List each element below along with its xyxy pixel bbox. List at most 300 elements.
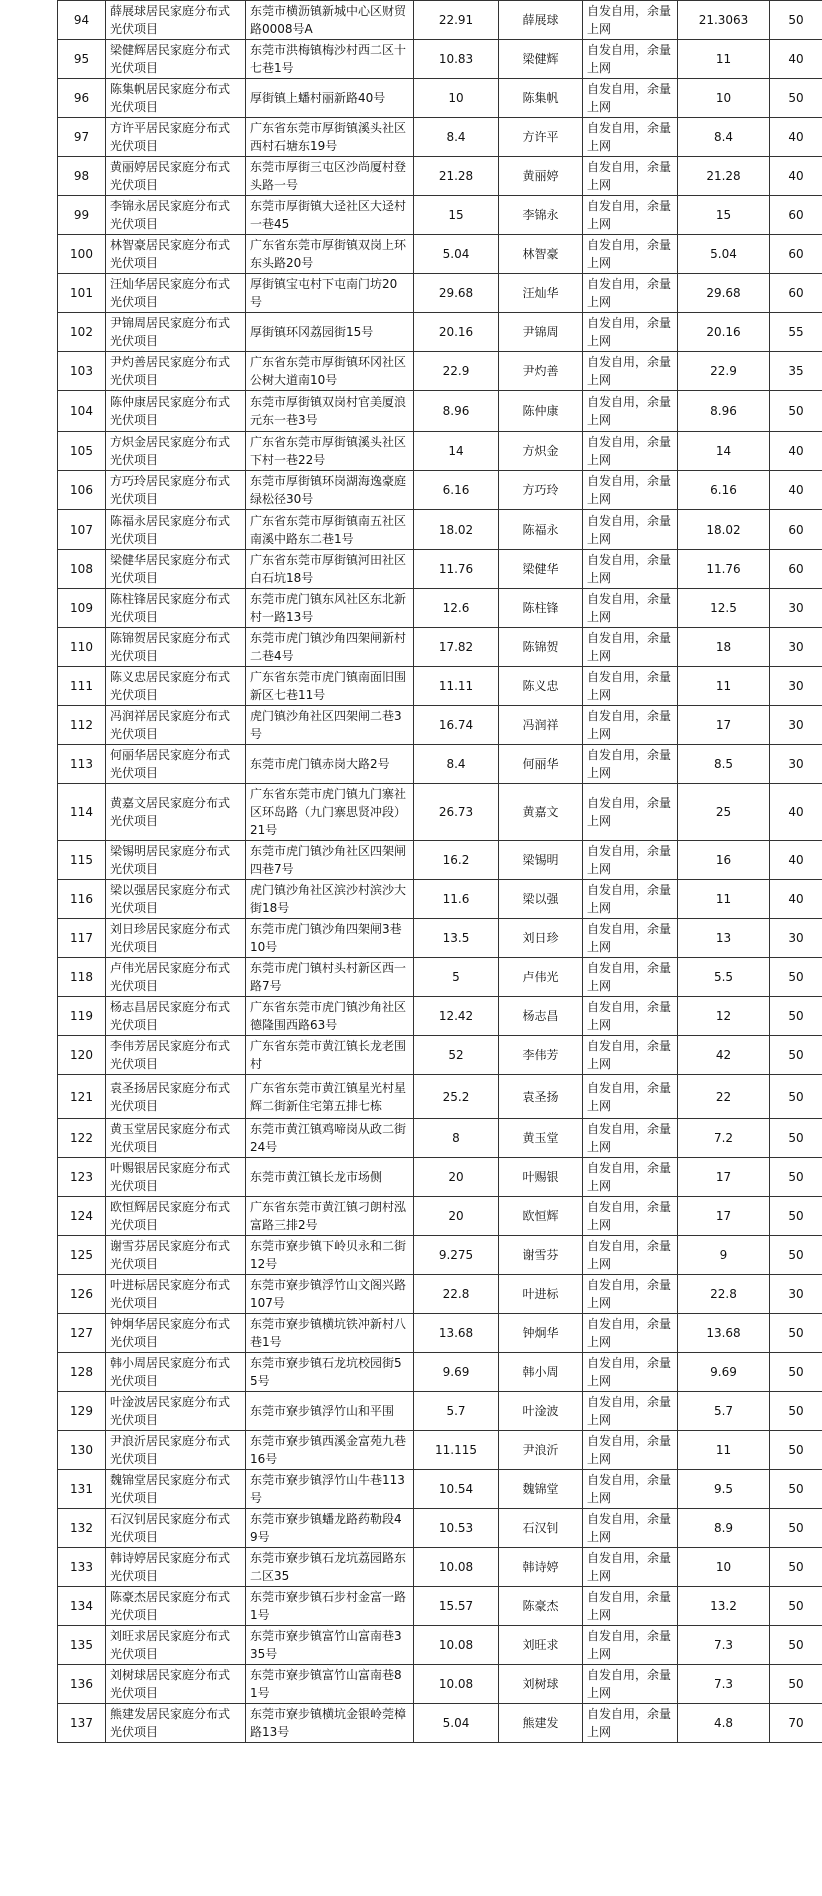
capacity-cell: 10.08: [414, 1665, 499, 1704]
project-name-cell: 薛展球居民家庭分布式光伏项目: [106, 1, 246, 40]
table-row: [58, 118, 822, 157]
ratio-cell: 50: [770, 1626, 822, 1665]
row-number-cell: 94: [58, 1, 106, 40]
self-use-cell: 7.3: [678, 1665, 770, 1704]
owner-cell: 石汉钊: [499, 1509, 583, 1548]
self-use-cell: 18: [678, 628, 770, 667]
table-row: [58, 550, 822, 589]
address-cell: 东莞市虎门镇东风社区东北新村一路13号: [246, 589, 414, 628]
row-number-cell: 98: [58, 157, 106, 196]
self-use-cell: 42: [678, 1036, 770, 1075]
row-number-cell: 137: [58, 1704, 106, 1743]
capacity-cell: 21.28: [414, 157, 499, 196]
capacity-cell: 9.69: [414, 1353, 499, 1392]
grid-mode-cell: 自发自用，余量上网: [583, 1704, 678, 1743]
address-cell: 厚街镇上蟠村丽新路40号: [246, 79, 414, 118]
row-number-cell: 132: [58, 1509, 106, 1548]
ratio-cell: 60: [770, 550, 822, 589]
grid-mode-cell: 自发自用，余量上网: [583, 1275, 678, 1314]
table-row: [58, 1075, 822, 1119]
self-use-cell: 16: [678, 841, 770, 880]
self-use-cell: 29.68: [678, 274, 770, 313]
ratio-cell: 30: [770, 628, 822, 667]
capacity-cell: 20.16: [414, 313, 499, 352]
ratio-cell: 50: [770, 1036, 822, 1075]
ratio-cell: 50: [770, 997, 822, 1036]
owner-cell: 陈福永: [499, 510, 583, 550]
capacity-cell: 5.04: [414, 1704, 499, 1743]
ratio-cell: 60: [770, 235, 822, 274]
table-row: [58, 510, 822, 550]
grid-mode-cell: 自发自用，余量上网: [583, 1470, 678, 1509]
grid-mode-cell: 自发自用，余量上网: [583, 784, 678, 841]
ratio-cell: 50: [770, 1548, 822, 1587]
project-name-cell: 叶进标居民家庭分布式光伏项目: [106, 1275, 246, 1314]
ratio-cell: 50: [770, 1, 822, 40]
project-name-cell: 陈锦贺居民家庭分布式光伏项目: [106, 628, 246, 667]
project-name-cell: 陈仲康居民家庭分布式光伏项目: [106, 391, 246, 432]
ratio-cell: 50: [770, 1236, 822, 1275]
row-number-cell: 130: [58, 1431, 106, 1470]
owner-cell: 韩诗婷: [499, 1548, 583, 1587]
capacity-cell: 11.6: [414, 880, 499, 919]
grid-mode-cell: 自发自用，余量上网: [583, 589, 678, 628]
self-use-cell: 9.5: [678, 1470, 770, 1509]
capacity-cell: 8: [414, 1119, 499, 1158]
address-cell: 广东省东莞市虎门镇南面旧围新区七巷11号: [246, 667, 414, 706]
address-cell: 东莞市寮步镇富竹山富南巷335号: [246, 1626, 414, 1665]
ratio-cell: 50: [770, 391, 822, 432]
address-cell: 虎门镇沙角社区滨沙村滨沙大街18号: [246, 880, 414, 919]
row-number-cell: 108: [58, 550, 106, 589]
row-number-cell: 126: [58, 1275, 106, 1314]
project-name-cell: 梁健华居民家庭分布式光伏项目: [106, 550, 246, 589]
grid-mode-cell: 自发自用，余量上网: [583, 919, 678, 958]
ratio-cell: 40: [770, 432, 822, 471]
capacity-cell: 22.8: [414, 1275, 499, 1314]
project-name-cell: 叶淦波居民家庭分布式光伏项目: [106, 1392, 246, 1431]
owner-cell: 林智豪: [499, 235, 583, 274]
owner-cell: 陈豪杰: [499, 1587, 583, 1626]
address-cell: 东莞市虎门镇村头村新区西一路7号: [246, 958, 414, 997]
address-cell: 虎门镇沙角社区四架闸二巷3号: [246, 706, 414, 745]
project-name-cell: 熊建发居民家庭分布式光伏项目: [106, 1704, 246, 1743]
address-cell: 东莞市寮步镇蟠龙路药勒段49号: [246, 1509, 414, 1548]
row-number-cell: 128: [58, 1353, 106, 1392]
capacity-cell: 12.42: [414, 997, 499, 1036]
capacity-cell: 10.54: [414, 1470, 499, 1509]
self-use-cell: 8.4: [678, 118, 770, 157]
ratio-cell: 50: [770, 1431, 822, 1470]
table-row: [58, 1509, 822, 1548]
owner-cell: 梁健辉: [499, 40, 583, 79]
table-row: [58, 1431, 822, 1470]
address-cell: 东莞市横沥镇新城中心区财贸路0008号A: [246, 1, 414, 40]
table-row: [58, 628, 822, 667]
ratio-cell: 30: [770, 1275, 822, 1314]
grid-mode-cell: 自发自用，余量上网: [583, 1236, 678, 1275]
self-use-cell: 9: [678, 1236, 770, 1275]
project-name-cell: 梁以强居民家庭分布式光伏项目: [106, 880, 246, 919]
grid-mode-cell: 自发自用，余量上网: [583, 235, 678, 274]
ratio-cell: 50: [770, 1158, 822, 1197]
project-name-cell: 刘树球居民家庭分布式光伏项目: [106, 1665, 246, 1704]
row-number-cell: 136: [58, 1665, 106, 1704]
capacity-cell: 5.04: [414, 235, 499, 274]
owner-cell: 何丽华: [499, 745, 583, 784]
grid-mode-cell: 自发自用，余量上网: [583, 1353, 678, 1392]
self-use-cell: 13.68: [678, 1314, 770, 1353]
ratio-cell: 50: [770, 1509, 822, 1548]
row-number-cell: 104: [58, 391, 106, 432]
owner-cell: 熊建发: [499, 1704, 583, 1743]
address-cell: 东莞市寮步镇富竹山富南巷81号: [246, 1665, 414, 1704]
owner-cell: 陈锦贺: [499, 628, 583, 667]
address-cell: 广东省东莞市虎门镇九门寨社区环岛路（九门寨思贤冲段）21号: [246, 784, 414, 841]
grid-mode-cell: 自发自用，余量上网: [583, 1075, 678, 1119]
project-name-cell: 石汉钊居民家庭分布式光伏项目: [106, 1509, 246, 1548]
row-number-cell: 134: [58, 1587, 106, 1626]
address-cell: 广东省东莞市厚街镇溪头社区西村石塘东19号: [246, 118, 414, 157]
project-name-cell: 林智豪居民家庭分布式光伏项目: [106, 235, 246, 274]
grid-mode-cell: 自发自用，余量上网: [583, 1509, 678, 1548]
grid-mode-cell: 自发自用，余量上网: [583, 1158, 678, 1197]
project-name-cell: 冯润祥居民家庭分布式光伏项目: [106, 706, 246, 745]
ratio-cell: 50: [770, 79, 822, 118]
capacity-cell: 5.7: [414, 1392, 499, 1431]
row-number-cell: 95: [58, 40, 106, 79]
row-number-cell: 100: [58, 235, 106, 274]
grid-mode-cell: 自发自用，余量上网: [583, 157, 678, 196]
capacity-cell: 6.16: [414, 471, 499, 510]
owner-cell: 叶赐银: [499, 1158, 583, 1197]
project-name-cell: 陈集帆居民家庭分布式光伏项目: [106, 79, 246, 118]
project-name-cell: 陈豪杰居民家庭分布式光伏项目: [106, 1587, 246, 1626]
address-cell: 厚街镇宝屯村下屯南门坊20号: [246, 274, 414, 313]
grid-mode-cell: 自发自用，余量上网: [583, 1665, 678, 1704]
ratio-cell: 60: [770, 274, 822, 313]
table-row: [58, 352, 822, 391]
grid-mode-cell: 自发自用，余量上网: [583, 667, 678, 706]
table-row: [58, 1275, 822, 1314]
capacity-cell: 29.68: [414, 274, 499, 313]
project-name-cell: 陈福永居民家庭分布式光伏项目: [106, 510, 246, 550]
address-cell: 东莞市寮步镇横坑铁冲新村八巷1号: [246, 1314, 414, 1353]
table-row: [58, 391, 822, 432]
project-name-cell: 叶赐银居民家庭分布式光伏项目: [106, 1158, 246, 1197]
ratio-cell: 30: [770, 589, 822, 628]
self-use-cell: 12: [678, 997, 770, 1036]
address-cell: 广东省东莞市黄江镇刁朗村泓富路三排2号: [246, 1197, 414, 1236]
address-cell: 东莞市寮步镇浮竹山牛巷113号: [246, 1470, 414, 1509]
address-cell: 东莞市厚街三屯区沙尚厦村登头路一号: [246, 157, 414, 196]
owner-cell: 黄玉堂: [499, 1119, 583, 1158]
owner-cell: 方巧玲: [499, 471, 583, 510]
address-cell: 广东省东莞市厚街镇河田社区白石坑18号: [246, 550, 414, 589]
owner-cell: 陈仲康: [499, 391, 583, 432]
grid-mode-cell: 自发自用，余量上网: [583, 1, 678, 40]
row-number-cell: 133: [58, 1548, 106, 1587]
capacity-cell: 22.91: [414, 1, 499, 40]
row-number-cell: 107: [58, 510, 106, 550]
self-use-cell: 6.16: [678, 471, 770, 510]
row-number-cell: 111: [58, 667, 106, 706]
self-use-cell: 20.16: [678, 313, 770, 352]
address-cell: 广东省东莞市虎门镇沙角社区德隆围西路63号: [246, 997, 414, 1036]
owner-cell: 李锦永: [499, 196, 583, 235]
owner-cell: 方炽金: [499, 432, 583, 471]
capacity-cell: 10: [414, 79, 499, 118]
project-name-cell: 尹锦周居民家庭分布式光伏项目: [106, 313, 246, 352]
row-number-cell: 123: [58, 1158, 106, 1197]
project-name-cell: 李伟芳居民家庭分布式光伏项目: [106, 1036, 246, 1075]
address-cell: 东莞市寮步镇石步村金富一路1号: [246, 1587, 414, 1626]
address-cell: 东莞市厚街镇双岗村官美厦浪元东一巷3号: [246, 391, 414, 432]
row-number-cell: 129: [58, 1392, 106, 1431]
owner-cell: 叶淦波: [499, 1392, 583, 1431]
table-row: [58, 667, 822, 706]
address-cell: 东莞市洪梅镇梅沙村西二区十七巷1号: [246, 40, 414, 79]
project-name-cell: 钟炯华居民家庭分布式光伏项目: [106, 1314, 246, 1353]
address-cell: 东莞市黄江镇长龙市场侧: [246, 1158, 414, 1197]
self-use-cell: 5.7: [678, 1392, 770, 1431]
project-name-cell: 欧恒辉居民家庭分布式光伏项目: [106, 1197, 246, 1236]
capacity-cell: 10.08: [414, 1626, 499, 1665]
capacity-cell: 10.53: [414, 1509, 499, 1548]
owner-cell: 梁锡明: [499, 841, 583, 880]
capacity-cell: 10.08: [414, 1548, 499, 1587]
capacity-cell: 20: [414, 1197, 499, 1236]
capacity-cell: 16.74: [414, 706, 499, 745]
table-row: [58, 880, 822, 919]
row-number-cell: 116: [58, 880, 106, 919]
owner-cell: 黄丽婷: [499, 157, 583, 196]
self-use-cell: 22.9: [678, 352, 770, 391]
self-use-cell: 22: [678, 1075, 770, 1119]
row-number-cell: 112: [58, 706, 106, 745]
row-number-cell: 110: [58, 628, 106, 667]
project-name-cell: 袁圣扬居民家庭分布式光伏项目: [106, 1075, 246, 1119]
grid-mode-cell: 自发自用，余量上网: [583, 313, 678, 352]
row-number-cell: 135: [58, 1626, 106, 1665]
address-cell: 东莞市厚街镇环岗湖海逸豪庭绿松径30号: [246, 471, 414, 510]
project-name-cell: 黄嘉文居民家庭分布式光伏项目: [106, 784, 246, 841]
owner-cell: 卢伟光: [499, 958, 583, 997]
grid-mode-cell: 自发自用，余量上网: [583, 196, 678, 235]
table-row: [58, 471, 822, 510]
ratio-cell: 60: [770, 510, 822, 550]
project-name-cell: 杨志昌居民家庭分布式光伏项目: [106, 997, 246, 1036]
table-row: [58, 1626, 822, 1665]
table-row: [58, 589, 822, 628]
project-name-cell: 魏锦堂居民家庭分布式光伏项目: [106, 1470, 246, 1509]
grid-mode-cell: 自发自用，余量上网: [583, 1431, 678, 1470]
project-name-cell: 陈义忠居民家庭分布式光伏项目: [106, 667, 246, 706]
capacity-cell: 20: [414, 1158, 499, 1197]
self-use-cell: 4.8: [678, 1704, 770, 1743]
self-use-cell: 8.5: [678, 745, 770, 784]
table-row: [58, 1548, 822, 1587]
table-row: [58, 919, 822, 958]
self-use-cell: 11: [678, 40, 770, 79]
grid-mode-cell: 自发自用，余量上网: [583, 745, 678, 784]
address-cell: 东莞市虎门镇沙角四架闸3巷10号: [246, 919, 414, 958]
row-number-cell: 102: [58, 313, 106, 352]
self-use-cell: 11.76: [678, 550, 770, 589]
self-use-cell: 5.04: [678, 235, 770, 274]
capacity-cell: 8.4: [414, 745, 499, 784]
grid-mode-cell: 自发自用，余量上网: [583, 628, 678, 667]
row-number-cell: 120: [58, 1036, 106, 1075]
row-number-cell: 124: [58, 1197, 106, 1236]
capacity-cell: 13.68: [414, 1314, 499, 1353]
row-number-cell: 109: [58, 589, 106, 628]
table-row: [58, 745, 822, 784]
ratio-cell: 50: [770, 1665, 822, 1704]
self-use-cell: 7.3: [678, 1626, 770, 1665]
table-row: [58, 1470, 822, 1509]
grid-mode-cell: 自发自用，余量上网: [583, 510, 678, 550]
self-use-cell: 10: [678, 1548, 770, 1587]
project-name-cell: 韩小周居民家庭分布式光伏项目: [106, 1353, 246, 1392]
owner-cell: 汪灿华: [499, 274, 583, 313]
grid-mode-cell: 自发自用，余量上网: [583, 391, 678, 432]
row-number-cell: 121: [58, 1075, 106, 1119]
owner-cell: 刘旺求: [499, 1626, 583, 1665]
table-row: [58, 274, 822, 313]
row-number-cell: 114: [58, 784, 106, 841]
grid-mode-cell: 自发自用，余量上网: [583, 997, 678, 1036]
row-number-cell: 105: [58, 432, 106, 471]
row-number-cell: 119: [58, 997, 106, 1036]
address-cell: 厚街镇环冈荔园街15号: [246, 313, 414, 352]
ratio-cell: 50: [770, 958, 822, 997]
table-row: [58, 1158, 822, 1197]
table-row: [58, 841, 822, 880]
owner-cell: 叶进标: [499, 1275, 583, 1314]
address-cell: 广东省东莞市黄江镇长龙老围村: [246, 1036, 414, 1075]
row-number-cell: 113: [58, 745, 106, 784]
ratio-cell: 30: [770, 919, 822, 958]
ratio-cell: 40: [770, 841, 822, 880]
capacity-cell: 8.4: [414, 118, 499, 157]
table-row: [58, 1587, 822, 1626]
address-cell: 东莞市黄江镇鸡啼岗从政二街24号: [246, 1119, 414, 1158]
ratio-cell: 50: [770, 1470, 822, 1509]
owner-cell: 韩小周: [499, 1353, 583, 1392]
row-number-cell: 101: [58, 274, 106, 313]
self-use-cell: 7.2: [678, 1119, 770, 1158]
project-name-cell: 陈柱锋居民家庭分布式光伏项目: [106, 589, 246, 628]
address-cell: 东莞市寮步镇浮竹山和平围: [246, 1392, 414, 1431]
project-name-cell: 尹灼善居民家庭分布式光伏项目: [106, 352, 246, 391]
owner-cell: 袁圣扬: [499, 1075, 583, 1119]
grid-mode-cell: 自发自用，余量上网: [583, 118, 678, 157]
self-use-cell: 8.96: [678, 391, 770, 432]
owner-cell: 谢雪芬: [499, 1236, 583, 1275]
grid-mode-cell: 自发自用，余量上网: [583, 958, 678, 997]
row-number-cell: 127: [58, 1314, 106, 1353]
address-cell: 东莞市寮步镇浮竹山文阁兴路107号: [246, 1275, 414, 1314]
row-number-cell: 131: [58, 1470, 106, 1509]
owner-cell: 李伟芳: [499, 1036, 583, 1075]
capacity-cell: 52: [414, 1036, 499, 1075]
grid-mode-cell: 自发自用，余量上网: [583, 471, 678, 510]
grid-mode-cell: 自发自用，余量上网: [583, 40, 678, 79]
ratio-cell: 30: [770, 667, 822, 706]
owner-cell: 陈集帆: [499, 79, 583, 118]
grid-mode-cell: 自发自用，余量上网: [583, 1036, 678, 1075]
capacity-cell: 5: [414, 958, 499, 997]
grid-mode-cell: 自发自用，余量上网: [583, 79, 678, 118]
self-use-cell: 18.02: [678, 510, 770, 550]
row-number-cell: 97: [58, 118, 106, 157]
owner-cell: 魏锦堂: [499, 1470, 583, 1509]
capacity-cell: 9.275: [414, 1236, 499, 1275]
grid-mode-cell: 自发自用，余量上网: [583, 880, 678, 919]
capacity-cell: 22.9: [414, 352, 499, 391]
self-use-cell: 22.8: [678, 1275, 770, 1314]
owner-cell: 刘树球: [499, 1665, 583, 1704]
self-use-cell: 14: [678, 432, 770, 471]
grid-mode-cell: 自发自用，余量上网: [583, 432, 678, 471]
row-number-cell: 103: [58, 352, 106, 391]
address-cell: 东莞市寮步镇石龙坑荔园路东二区35: [246, 1548, 414, 1587]
capacity-cell: 17.82: [414, 628, 499, 667]
address-cell: 广东省东莞市厚街镇双岗上环东头路20号: [246, 235, 414, 274]
table-row: [58, 40, 822, 79]
ratio-cell: 40: [770, 40, 822, 79]
owner-cell: 杨志昌: [499, 997, 583, 1036]
ratio-cell: 40: [770, 118, 822, 157]
row-number-cell: 96: [58, 79, 106, 118]
owner-cell: 尹浪沂: [499, 1431, 583, 1470]
capacity-cell: 13.5: [414, 919, 499, 958]
grid-mode-cell: 自发自用，余量上网: [583, 274, 678, 313]
capacity-cell: 8.96: [414, 391, 499, 432]
project-name-cell: 何丽华居民家庭分布式光伏项目: [106, 745, 246, 784]
grid-mode-cell: 自发自用，余量上网: [583, 1197, 678, 1236]
grid-mode-cell: 自发自用，余量上网: [583, 1392, 678, 1431]
capacity-cell: 10.83: [414, 40, 499, 79]
owner-cell: 方许平: [499, 118, 583, 157]
owner-cell: 欧恒辉: [499, 1197, 583, 1236]
owner-cell: 尹锦周: [499, 313, 583, 352]
owner-cell: 冯润祥: [499, 706, 583, 745]
self-use-cell: 17: [678, 1197, 770, 1236]
owner-cell: 刘日珍: [499, 919, 583, 958]
ratio-cell: 50: [770, 1314, 822, 1353]
row-number-cell: 115: [58, 841, 106, 880]
owner-cell: 陈柱锋: [499, 589, 583, 628]
table-row: [58, 1236, 822, 1275]
self-use-cell: 17: [678, 706, 770, 745]
table-row: [58, 313, 822, 352]
project-name-cell: 方炽金居民家庭分布式光伏项目: [106, 432, 246, 471]
ratio-cell: 40: [770, 880, 822, 919]
project-name-cell: 韩诗婷居民家庭分布式光伏项目: [106, 1548, 246, 1587]
table-row: [58, 784, 822, 841]
row-number-cell: 106: [58, 471, 106, 510]
address-cell: 东莞市寮步镇横坑金银岭莞樟路13号: [246, 1704, 414, 1743]
self-use-cell: 11: [678, 1431, 770, 1470]
self-use-cell: 17: [678, 1158, 770, 1197]
project-name-cell: 黄丽婷居民家庭分布式光伏项目: [106, 157, 246, 196]
table-row: [58, 1036, 822, 1075]
ratio-cell: 70: [770, 1704, 822, 1743]
ratio-cell: 50: [770, 1587, 822, 1626]
project-name-cell: 梁锡明居民家庭分布式光伏项目: [106, 841, 246, 880]
